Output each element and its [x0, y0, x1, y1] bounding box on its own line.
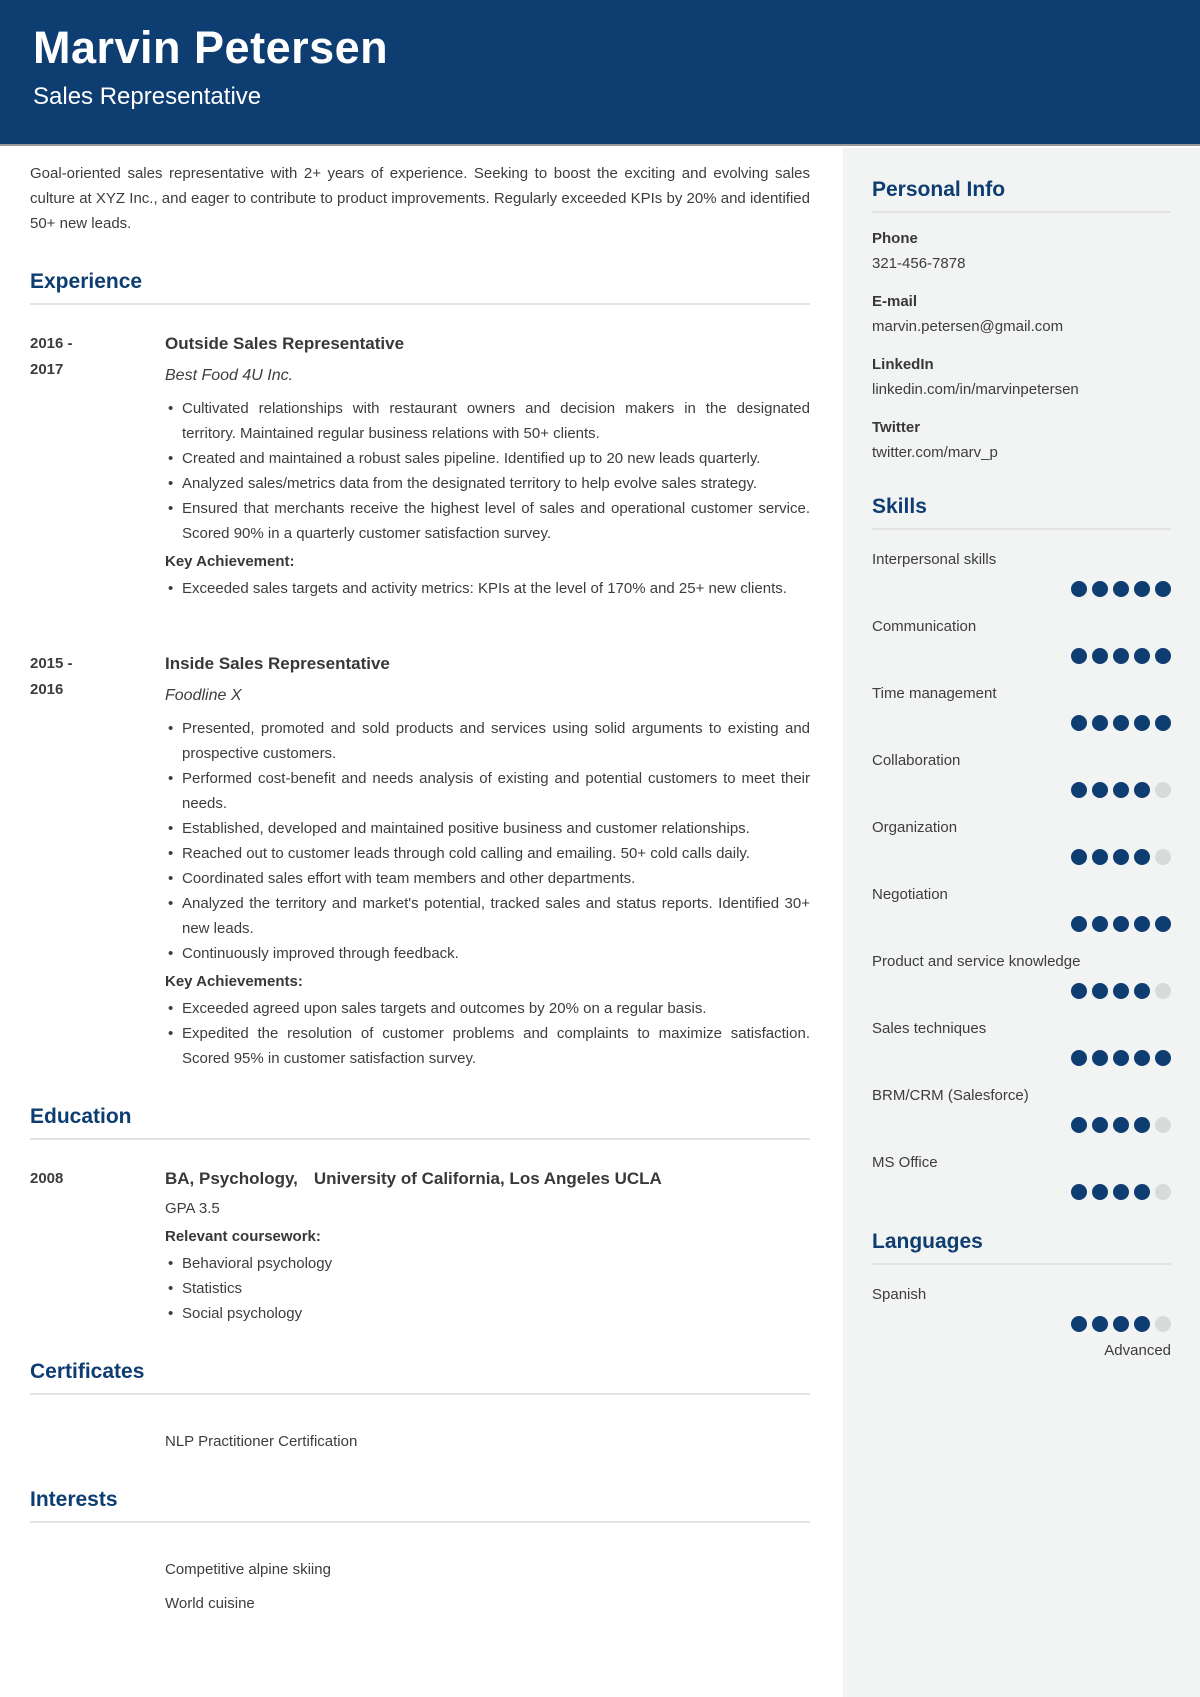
job-bullet-list [165, 716, 810, 966]
rating-dot-filled [1092, 648, 1108, 664]
rating-dot-empty [1155, 1184, 1171, 1200]
field-label-phone: Phone [872, 230, 918, 248]
job-title: Outside Sales Representative [165, 334, 405, 354]
skill-item [872, 751, 1171, 798]
skill-rating [872, 715, 1171, 731]
coursework-item: • Behavioral psychology [165, 1251, 810, 1276]
skill-item [872, 1086, 1171, 1133]
section-divider [872, 528, 1171, 530]
rating-dot-filled [1092, 1316, 1108, 1332]
header-banner [0, 0, 1200, 146]
rating-dot-filled [1071, 1050, 1087, 1066]
skill-rating [872, 648, 1171, 664]
coursework-list [165, 1251, 810, 1326]
rating-dot-filled [1092, 1184, 1108, 1200]
rating-dot-filled [1113, 581, 1129, 597]
skill-name: MS Office [872, 1154, 938, 1172]
skills-heading: Skills [872, 495, 927, 519]
bullet-item: • Presented, promoted and sold products and services using solid arguments to existing and prospective customers. [165, 716, 810, 766]
rating-dot-filled [1134, 581, 1150, 597]
skill-rating [872, 916, 1171, 932]
section-experience [30, 270, 810, 1071]
skill-name: Communication [872, 618, 977, 636]
graduation-year: 2008 [30, 1170, 64, 1188]
company-name: Foodline X [165, 687, 242, 705]
rating-dot-filled [1071, 1117, 1087, 1133]
rating-dot-empty [1155, 1316, 1171, 1332]
skill-item [872, 885, 1171, 932]
bullet-item: • Analyzed sales/metrics data from the designated territory to help evolve sales strategy. [165, 471, 810, 496]
entry-dates [30, 1166, 165, 1326]
interest-item: Competitive alpine skiing [165, 1561, 331, 1579]
rating-dot-filled [1092, 916, 1108, 932]
rating-dot-filled [1092, 581, 1108, 597]
education-heading: Education [30, 1105, 132, 1129]
date-from: 2016 - [30, 335, 73, 353]
rating-dot-filled [1071, 849, 1087, 865]
key-achievement-label: Key Achievement: [165, 553, 295, 571]
skill-name: Organization [872, 819, 958, 837]
bullet-item: • Ensured that merchants receive the highest level of sales and operational customer service. Scored 90% in a quarterly customer satisfaction survey. [165, 496, 810, 546]
skill-name: Negotiation [872, 886, 948, 904]
rating-dot-filled [1134, 983, 1150, 999]
skill-rating [872, 1117, 1171, 1133]
rating-dot-filled [1113, 849, 1129, 865]
skill-rating [872, 983, 1171, 999]
rating-dot-filled [1071, 916, 1087, 932]
key-achievement-label: Key Achievements: [165, 973, 303, 991]
skill-name: Product and service knowledge [872, 953, 1081, 971]
section-divider [30, 1138, 810, 1140]
entry-body [165, 1166, 810, 1326]
skill-rating [872, 581, 1171, 597]
rating-dot-empty [1155, 849, 1171, 865]
field-label-twitter: Twitter [872, 419, 921, 437]
rating-dot-filled [1071, 782, 1087, 798]
entry-dates [30, 1421, 165, 1454]
rating-dot-filled [1113, 1050, 1129, 1066]
gpa: GPA 3.5 [165, 1200, 220, 1218]
interest-item: World cuisine [165, 1595, 255, 1613]
professional-summary: Goal-oriented sales representative with 2+ years of experience. Seeking to boost the exciting and evolving sales culture at XYZ Inc., and eager to contribute to product improvements. Regularly exceeded KPIs by 20% and identified 50+ new leads. [30, 165, 810, 232]
rating-dot-filled [1071, 983, 1087, 999]
rating-dot-filled [1113, 715, 1129, 731]
rating-dot-filled [1134, 648, 1150, 664]
degree-and-school [165, 1166, 810, 1192]
rating-dot-filled [1113, 1184, 1129, 1200]
rating-dot-filled [1134, 715, 1150, 731]
section-divider [30, 1521, 810, 1523]
bullet-item: • Performed cost-benefit and needs analysis of existing and potential customers to meet their needs. [165, 766, 810, 816]
rating-dot-empty [1155, 782, 1171, 798]
skill-item [872, 952, 1171, 999]
rating-dot-filled [1134, 1316, 1150, 1332]
section-divider [30, 303, 810, 305]
rating-dot-filled [1092, 849, 1108, 865]
coursework-item: • Social psychology [165, 1301, 810, 1326]
rating-dot-filled [1134, 849, 1150, 865]
skill-rating [872, 1184, 1171, 1200]
degree: BA, Psychology, [165, 1169, 298, 1189]
rating-dot-filled [1113, 1316, 1129, 1332]
field-label-linkedin: LinkedIn [872, 356, 934, 374]
rating-dot-filled [1092, 1117, 1108, 1133]
rating-dot-filled [1134, 782, 1150, 798]
main-column [30, 148, 810, 1616]
experience-entry [30, 331, 810, 601]
entry-dates [30, 331, 165, 601]
skill-item [872, 818, 1171, 865]
section-divider [872, 211, 1171, 213]
personal-info-field [872, 291, 1171, 339]
skill-name: Time management [872, 685, 997, 703]
candidate-name: Marvin Petersen [33, 22, 389, 73]
interests-heading: Interests [30, 1488, 118, 1512]
skill-name: BRM/CRM (Salesforce) [872, 1087, 1029, 1105]
rating-dot-empty [1155, 1117, 1171, 1133]
rating-dot-filled [1134, 1050, 1150, 1066]
bullet-item: • Reached out to customer leads through cold calling and emailing. 50+ cold calls daily. [165, 841, 810, 866]
rating-dot-filled [1071, 581, 1087, 597]
entry-body [165, 651, 810, 1071]
skill-rating [872, 782, 1171, 798]
bullet-item: • Created and maintained a robust sales pipeline. Identified up to 20 new leads quarterly. [165, 446, 810, 471]
achievement-item: • Expedited the resolution of customer problems and complaints to maximize satisfaction. Scored 95% in customer satisfaction survey. [165, 1021, 810, 1071]
bullet-item: • Cultivated relationships with restaurant owners and decision makers in the designated territory. Maintained regular business relations with 50+ clients. [165, 396, 810, 446]
field-label-email: E-mail [872, 293, 918, 311]
entry-dates [30, 651, 165, 1071]
rating-dot-filled [1155, 1050, 1171, 1066]
skill-name: Interpersonal skills [872, 551, 997, 569]
personal-info-heading: Personal Info [872, 178, 1006, 201]
job-title: Inside Sales Representative [165, 654, 390, 674]
rating-dot-filled [1155, 648, 1171, 664]
interests-entry [30, 1549, 810, 1616]
sidebar-section-skills [872, 495, 1171, 1200]
rating-dot-filled [1071, 648, 1087, 664]
language-name: Spanish [872, 1286, 927, 1304]
education-entry [30, 1166, 810, 1326]
entry-body [165, 1421, 810, 1454]
language-level: Advanced [1104, 1342, 1171, 1360]
section-interests [30, 1488, 810, 1616]
skill-item [872, 1019, 1171, 1066]
personal-info-field [872, 354, 1171, 402]
language-item [872, 1285, 1171, 1361]
rating-dot-filled [1092, 715, 1108, 731]
personal-info-field [872, 417, 1171, 465]
languages-heading: Languages [872, 1230, 983, 1254]
skill-item [872, 617, 1171, 664]
certificates-heading: Certificates [30, 1360, 145, 1384]
skill-name: Sales techniques [872, 1020, 987, 1038]
date-to: 2017 [30, 361, 64, 379]
company-name: Best Food 4U Inc. [165, 367, 294, 385]
rating-dot-filled [1155, 916, 1171, 932]
sidebar [843, 148, 1200, 1697]
rating-dot-filled [1134, 1117, 1150, 1133]
rating-dot-filled [1113, 782, 1129, 798]
experience-heading: Experience [30, 270, 143, 293]
skill-item [872, 684, 1171, 731]
skill-item [872, 1153, 1171, 1200]
rating-dot-filled [1134, 916, 1150, 932]
skill-rating [872, 849, 1171, 865]
entry-body [165, 331, 810, 601]
rating-dot-filled [1113, 648, 1129, 664]
skill-rating [872, 1050, 1171, 1066]
language-rating [872, 1316, 1171, 1332]
achievement-list [165, 576, 810, 601]
certificates-entry [30, 1421, 810, 1454]
bullet-item: • Analyzed the territory and market's potential, tracked sales and status reports. Identified 30+ new leads. [165, 891, 810, 941]
section-education [30, 1105, 810, 1326]
job-bullet-list [165, 396, 810, 546]
rating-dot-filled [1155, 581, 1171, 597]
coursework-label: Relevant coursework: [165, 1228, 321, 1246]
achievement-list [165, 996, 810, 1071]
rating-dot-filled [1071, 1184, 1087, 1200]
twitter-value: twitter.com/marv_p [872, 444, 998, 462]
phone-value: 321-456-7878 [872, 255, 966, 273]
rating-dot-filled [1113, 916, 1129, 932]
section-divider [872, 1263, 1171, 1265]
section-certificates [30, 1360, 810, 1454]
skill-name: Collaboration [872, 752, 961, 770]
entry-dates [30, 1549, 165, 1616]
rating-dot-filled [1092, 983, 1108, 999]
rating-dot-filled [1113, 983, 1129, 999]
date-to: 2016 [30, 681, 64, 699]
school-name: University of California, Los Angeles UCLA [313, 1169, 662, 1189]
bullet-item: • Established, developed and maintained positive business and customer relationships. [165, 816, 810, 841]
rating-dot-filled [1071, 715, 1087, 731]
sidebar-section-personal-info [872, 178, 1171, 465]
personal-info-field [872, 228, 1171, 276]
entry-body [165, 1549, 810, 1616]
bullet-item: • Coordinated sales effort with team members and other departments. [165, 866, 810, 891]
rating-dot-filled [1155, 715, 1171, 731]
rating-dot-filled [1134, 1184, 1150, 1200]
certificate-item: NLP Practitioner Certification [165, 1433, 358, 1451]
achievement-item: • Exceeded agreed upon sales targets and outcomes by 20% on a regular basis. [165, 996, 810, 1021]
achievement-item: • Exceeded sales targets and activity metrics: KPIs at the level of 170% and 25+ new clients. [165, 576, 810, 601]
rating-dot-filled [1113, 1117, 1129, 1133]
rating-dot-filled [1092, 782, 1108, 798]
date-from: 2015 - [30, 655, 73, 673]
rating-dot-filled [1092, 1050, 1108, 1066]
sidebar-section-languages [872, 1230, 1171, 1361]
section-divider [30, 1393, 810, 1395]
coursework-item: • Statistics [165, 1276, 810, 1301]
rating-dot-empty [1155, 983, 1171, 999]
bullet-item: • Continuously improved through feedback. [165, 941, 810, 966]
candidate-job-title: Sales Representative [33, 83, 262, 110]
rating-dot-filled [1071, 1316, 1087, 1332]
skill-item [872, 550, 1171, 597]
experience-entry [30, 651, 810, 1071]
email-value: marvin.petersen@gmail.com [872, 318, 1064, 336]
linkedin-value: linkedin.com/in/marvinpetersen [872, 381, 1079, 399]
